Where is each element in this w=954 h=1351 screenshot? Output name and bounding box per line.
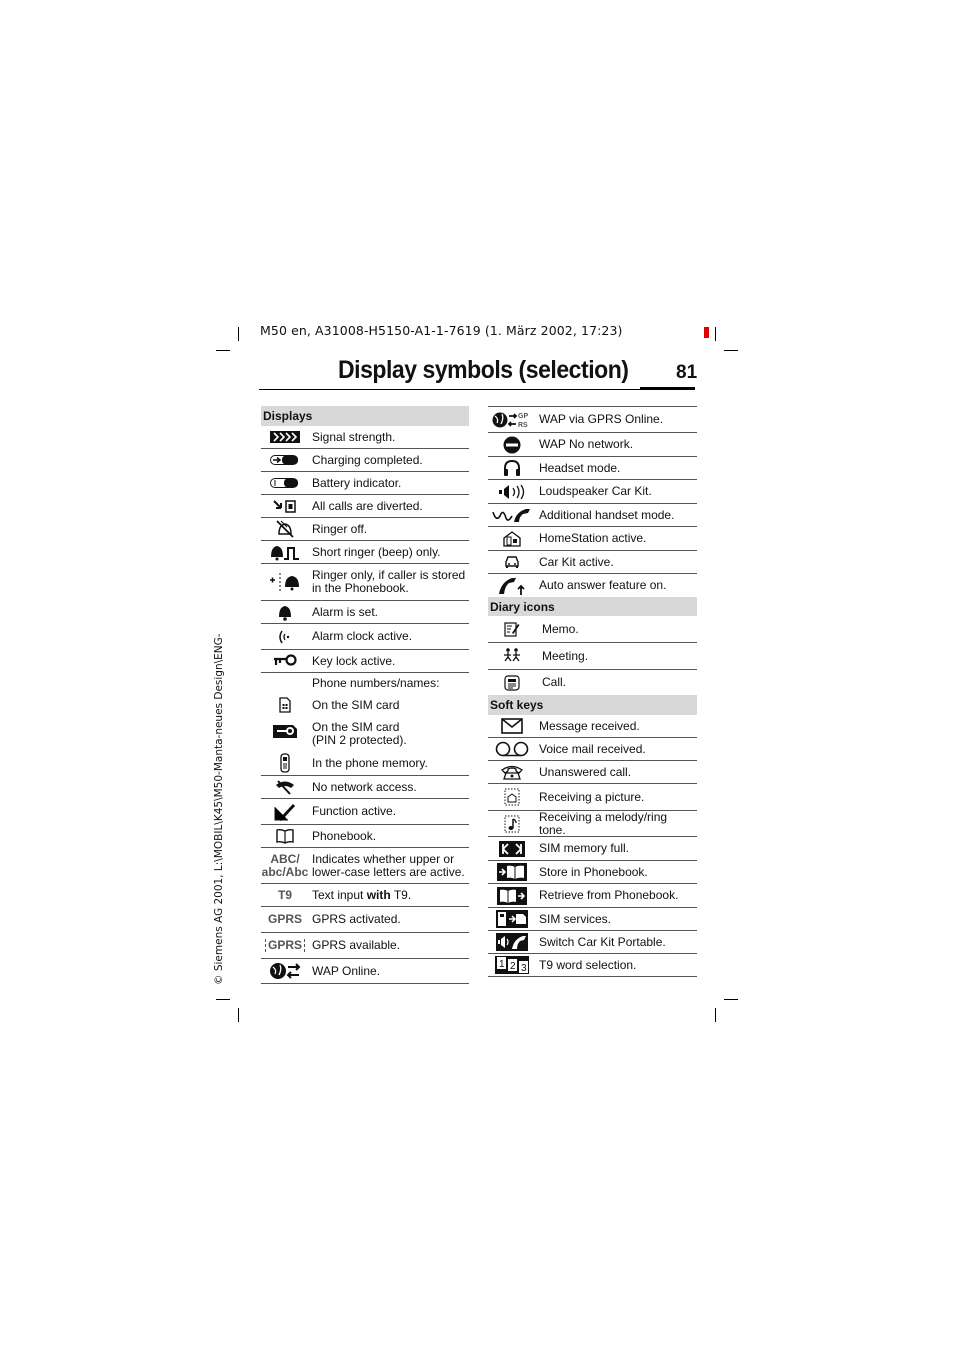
row-text: Retrieve from Phonebook. bbox=[539, 888, 679, 902]
table-row bbox=[261, 624, 469, 650]
table-row bbox=[261, 518, 469, 541]
icon-label: ABC/ bbox=[270, 851, 300, 866]
table-row bbox=[488, 527, 697, 551]
unanswered-call-icon bbox=[488, 764, 536, 780]
table-row bbox=[261, 825, 469, 848]
loudspeaker-icon bbox=[488, 484, 536, 500]
row-text: Charging completed. bbox=[312, 452, 423, 467]
no-network-icon bbox=[261, 779, 309, 795]
displays-table bbox=[261, 406, 469, 984]
alarm-bell-icon bbox=[261, 603, 309, 621]
row-text: Short ringer (beep) only. bbox=[312, 544, 441, 559]
row-text: Call. bbox=[542, 675, 567, 689]
table-row bbox=[488, 931, 697, 954]
table-row bbox=[488, 433, 697, 457]
table-row bbox=[488, 480, 697, 504]
row-text: Alarm is set. bbox=[312, 604, 379, 619]
row-text: Ringer off. bbox=[312, 521, 368, 536]
crop-mark bbox=[238, 327, 239, 341]
table-row bbox=[261, 564, 469, 601]
sim-services-icon bbox=[488, 910, 536, 928]
calls-diverted-icon bbox=[261, 499, 309, 513]
alarm-clock-icon bbox=[261, 629, 309, 645]
table-row bbox=[261, 848, 469, 884]
phone-memory-icon bbox=[261, 753, 309, 773]
row-text: Phone numbers/names: bbox=[312, 675, 440, 690]
row-text-part: T9. bbox=[390, 887, 412, 902]
ringer-off-icon bbox=[261, 520, 309, 538]
icon-label: GP bbox=[518, 412, 529, 420]
table-row bbox=[488, 837, 697, 861]
table-row bbox=[488, 457, 697, 480]
table-row bbox=[261, 884, 469, 907]
meeting-icon bbox=[488, 647, 536, 665]
melody-icon bbox=[488, 815, 536, 833]
row-text: Additional handset mode. bbox=[539, 507, 675, 522]
row-text: GPRS available. bbox=[312, 938, 401, 952]
wap-online-icon bbox=[261, 961, 309, 981]
row-text: Loudspeaker Car Kit. bbox=[539, 484, 652, 498]
row-text: WAP No network. bbox=[539, 437, 634, 451]
document-info: M50 en, A31008-H5150-A1-1-7619 (1. März 2002, 17:23) bbox=[260, 323, 623, 338]
table-row bbox=[488, 861, 697, 884]
row-text: Switch Car Kit Portable. bbox=[539, 934, 666, 949]
switch-carkit-icon bbox=[488, 933, 536, 951]
t9-icon: T9 bbox=[277, 887, 292, 902]
table-row bbox=[488, 738, 697, 761]
car-kit-icon bbox=[488, 555, 536, 569]
table-row bbox=[488, 715, 697, 738]
table-row bbox=[261, 933, 469, 959]
row-text: On the SIM card (PIN 2 protected). bbox=[312, 720, 407, 747]
row-text: No network access. bbox=[312, 779, 417, 794]
ringer-phonebook-icon bbox=[261, 572, 309, 592]
icon-label: 3 bbox=[521, 963, 527, 974]
row-text-part: Text input bbox=[312, 887, 367, 902]
wap-no-network-icon bbox=[488, 436, 536, 454]
abc-icon bbox=[261, 853, 309, 879]
sim-memory-full-icon bbox=[488, 841, 536, 857]
checkmark-icon bbox=[261, 803, 309, 821]
row-text: All calls are diverted. bbox=[312, 498, 423, 513]
auto-answer-icon bbox=[488, 576, 536, 596]
row-text: On the SIM card bbox=[312, 697, 400, 712]
row-text: Key lock active. bbox=[312, 653, 396, 668]
page-number: 81 bbox=[676, 362, 698, 383]
sim-pin2-icon bbox=[261, 717, 309, 739]
icon-label: 2 bbox=[510, 961, 516, 972]
retrieve-phonebook-icon bbox=[488, 887, 536, 905]
page-title: Display symbols (selection) bbox=[338, 356, 629, 384]
table-row bbox=[261, 650, 469, 673]
short-ringer-icon bbox=[261, 543, 309, 561]
icon-label: 1 bbox=[499, 959, 505, 970]
table-row bbox=[261, 673, 469, 693]
phonebook-icon bbox=[261, 828, 309, 844]
row-text: Auto answer feature on. bbox=[539, 578, 667, 592]
additional-handset-icon bbox=[488, 506, 536, 524]
row-text: In the phone memory. bbox=[312, 755, 428, 770]
t9-word-icon bbox=[488, 956, 536, 974]
table-row bbox=[261, 693, 469, 717]
table-row bbox=[488, 504, 697, 527]
page-number-rule bbox=[640, 387, 695, 390]
color-mark bbox=[704, 327, 709, 338]
row-text: Voice mail received. bbox=[539, 741, 646, 756]
row-text: Memo. bbox=[542, 621, 579, 636]
row-text: Phonebook. bbox=[312, 828, 377, 843]
charging-completed-icon bbox=[261, 454, 309, 466]
table-row bbox=[261, 959, 469, 984]
wap-gprs-icon bbox=[488, 410, 536, 430]
voicemail-icon bbox=[488, 741, 536, 757]
row-text: GPRS activated. bbox=[312, 912, 401, 926]
table-row bbox=[261, 751, 469, 776]
gprs-available-icon: GPRS bbox=[261, 939, 309, 952]
table-row bbox=[488, 670, 697, 695]
table-row bbox=[488, 908, 697, 931]
crop-mark bbox=[724, 350, 738, 351]
table-row bbox=[261, 541, 469, 564]
row-text: Headset mode. bbox=[539, 460, 621, 475]
status-table bbox=[488, 406, 697, 977]
row-text: Indicates whether upper or lower-case letters are active. bbox=[312, 851, 465, 879]
row-text: Function active. bbox=[312, 804, 397, 818]
row-text-bold: with bbox=[366, 887, 391, 902]
table-row bbox=[261, 601, 469, 624]
row-text: Unanswered call. bbox=[539, 764, 632, 779]
crop-mark bbox=[715, 327, 716, 341]
row-text bbox=[309, 889, 469, 902]
row-text: SIM memory full. bbox=[539, 841, 630, 855]
table-row bbox=[488, 643, 697, 670]
table-row bbox=[261, 449, 469, 472]
gprs-icon: GPRS bbox=[267, 912, 302, 926]
row-text: Battery indicator. bbox=[312, 475, 402, 490]
call-icon bbox=[488, 675, 536, 691]
title-rule bbox=[259, 389, 695, 390]
crop-mark bbox=[216, 350, 230, 351]
signal-strength-icon bbox=[261, 431, 309, 443]
table-row bbox=[488, 574, 697, 597]
row-text: SIM services. bbox=[539, 911, 612, 926]
table-row bbox=[261, 717, 469, 751]
table-row bbox=[488, 884, 697, 908]
table-row bbox=[261, 495, 469, 518]
envelope-icon bbox=[488, 718, 536, 734]
section-header-diary: Diary icons bbox=[488, 597, 697, 616]
crop-mark bbox=[216, 999, 230, 1000]
table-row bbox=[488, 616, 697, 643]
icon-label: RS bbox=[518, 421, 528, 429]
row-text: Receiving a melody/ring tone. bbox=[539, 809, 668, 837]
homestation-icon bbox=[488, 531, 536, 547]
row-text: Receiving a picture. bbox=[539, 789, 645, 804]
row-text: Store in Phonebook. bbox=[539, 864, 648, 879]
sim-card-icon bbox=[261, 697, 309, 713]
table-row bbox=[261, 426, 469, 449]
table-row bbox=[261, 799, 469, 825]
table-row bbox=[261, 776, 469, 799]
key-icon bbox=[261, 654, 309, 668]
row-text: Alarm clock active. bbox=[312, 629, 413, 643]
crop-mark bbox=[715, 1008, 716, 1022]
icon-label: abc/Abc bbox=[261, 864, 309, 879]
table-row bbox=[261, 472, 469, 495]
row-text: Message received. bbox=[539, 718, 640, 733]
row-text: Meeting. bbox=[542, 648, 589, 663]
table-row bbox=[488, 551, 697, 574]
table-row bbox=[488, 407, 697, 433]
table-row bbox=[488, 811, 697, 837]
row-text: WAP Online. bbox=[312, 963, 381, 978]
table-row bbox=[261, 907, 469, 933]
section-header-softkeys: Soft keys bbox=[488, 695, 697, 715]
section-header-displays: Displays bbox=[261, 406, 469, 426]
crop-mark bbox=[724, 999, 738, 1000]
copyright-side-text: © Siemens AG 2001, L:\MOBIL\K45\M50-Manta-neues Design\ENG- bbox=[213, 633, 225, 985]
memo-icon bbox=[488, 621, 536, 637]
crop-mark bbox=[238, 1008, 239, 1022]
row-text: HomeStation active. bbox=[539, 531, 647, 545]
picture-icon bbox=[488, 788, 536, 806]
row-text: WAP via GPRS Online. bbox=[539, 412, 664, 426]
row-text: Ringer only, if caller is stored in the Phonebook. bbox=[312, 568, 466, 595]
store-phonebook-icon bbox=[488, 863, 536, 881]
table-row bbox=[488, 954, 697, 977]
table-row bbox=[488, 784, 697, 811]
battery-icon bbox=[261, 477, 309, 489]
row-text: Car Kit active. bbox=[539, 554, 614, 569]
headset-icon bbox=[488, 459, 536, 477]
row-text: T9 word selection. bbox=[539, 957, 637, 972]
row-text: Signal strength. bbox=[312, 429, 396, 444]
table-row bbox=[488, 761, 697, 784]
